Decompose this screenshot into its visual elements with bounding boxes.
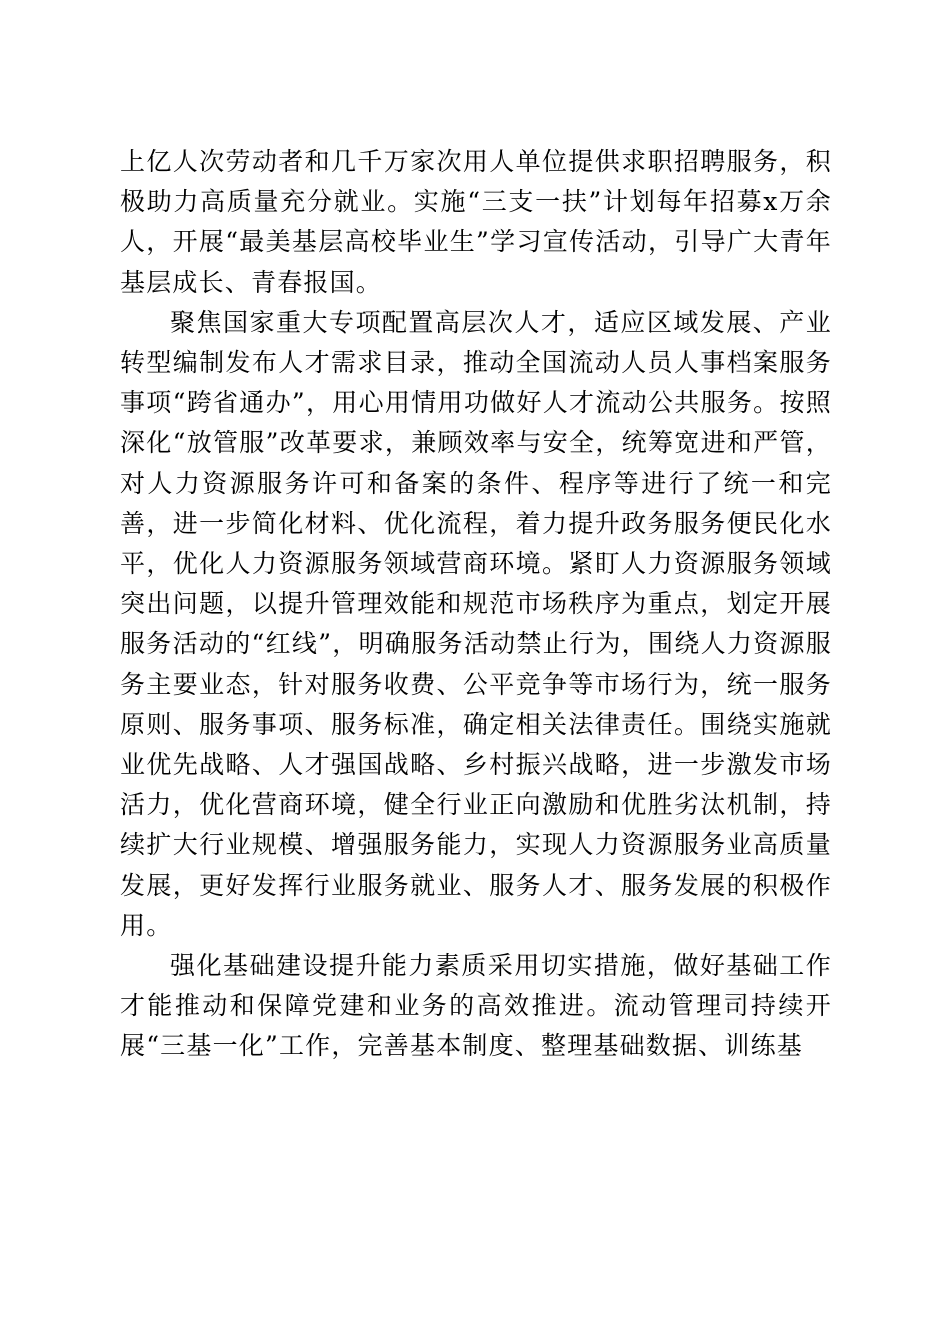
paragraph-continued: 上亿人次劳动者和几千万家次用人单位提供求职招聘服务，积极助力高质量充分就业。实施“三支一扶”计划每年招募x万余人，开展“最美基层高校毕业生”学习宣传活动，引导广大青年基层成长、青春报国。 [120,147,832,297]
document-body [120,142,832,1067]
paragraph-basic-construction: 强化基础建设提升能力素质采用切实措施，做好基础工作才能推动和保障党建和业务的高效推进。流动管理司持续开展“三基一化”工作，完善基本制度、整理基础数据、训练基 [120,951,832,1061]
paragraph-talent-services: 聚焦国家重大专项配置高层次人才，适应区域发展、产业转型编制发布人才需求目录，推动全国流动人员人事档案服务事项“跨省通办”，用心用情用功做好人才流动公共服务。按照深化“放管服”改革要求，兼顾效率与安全，统筹宽进和严管，对人力资源服务许可和备案的条件、程序等进行了统一和完善，进一步简化材料、优化流程，着力提升政务服务便民化水平，优化人力资源服务领域营商环境。紧盯人力资源服务领域突出问题，以提升管理效能和规范市场秩序为重点，划定开展服务活动的“红线”，明确服务活动禁止行为，围绕人力资源服务主要业态，针对服务收费、公平竞争等市场行为，统一服务原则、服务事项、服务标准，确定相关法律责任。围绕实施就业优先战略、人才强国战略、乡村振兴战略，进一步激发市场活力，优化营商环境，健全行业正向激励和优胜劣汰机制，持续扩大行业规模、增强服务能力，实现人力资源服务业高质量发展，更好发挥行业服务就业、服务人才、服务发展的积极作用。 [120,307,832,940]
